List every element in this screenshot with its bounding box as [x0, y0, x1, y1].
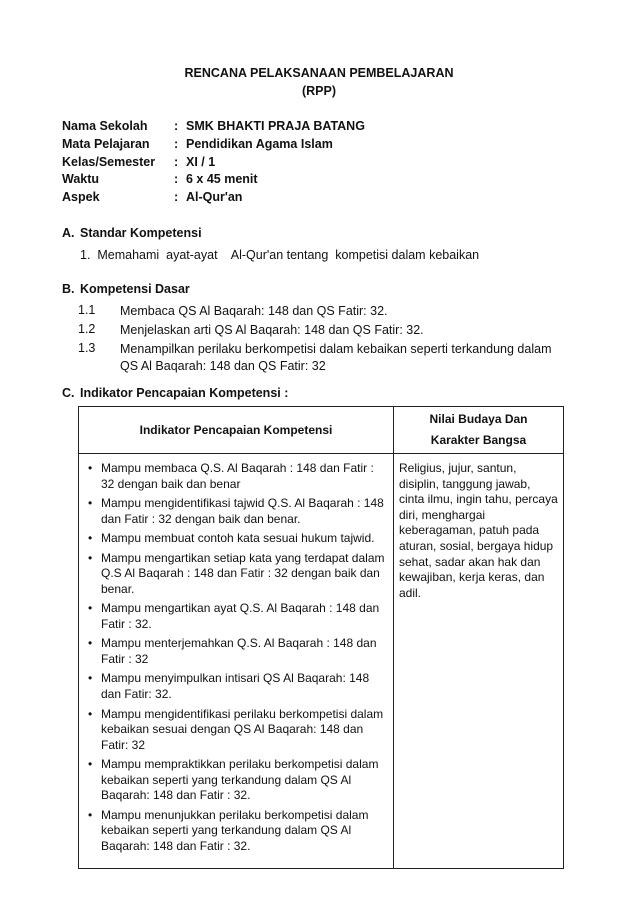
list-item: • Mampu mengartikan ayat Q.S. Al Baqarah : 148 dan Fatir : 32. [88, 601, 388, 632]
item-text: Menampilkan perilaku berkompetisi dalam kebaikan seperti terkandung dalam QS Al Baqarah: 148 dan QS Fatir: 32 [120, 342, 552, 373]
column-header-values [394, 407, 564, 454]
section-b-heading [62, 282, 190, 296]
info-row-class [62, 155, 215, 169]
list-item: • Mampu membuat contoh kata sesuai hukum tajwid. [88, 531, 388, 547]
section-letter: A. [62, 226, 75, 240]
indicator-table [78, 406, 564, 869]
list-item: • Mampu menterjemahkan Q.S. Al Baqarah : 148 dan Fatir : 32 [88, 636, 388, 667]
basic-competence-item [78, 303, 563, 320]
item-number: 1.1 [78, 303, 96, 317]
info-row-aspect [62, 190, 242, 204]
column-header-indicator: Indikator Pencapaian Kompetensi [79, 407, 394, 454]
section-title: Kompetensi Dasar [80, 282, 190, 296]
values-cell [394, 454, 564, 869]
indicator-list [80, 455, 392, 867]
info-label: Nama Sekolah [62, 119, 148, 133]
list-item: • Mampu mengidentifikasi perilaku berkompetisi dalam kebaikan sesuai dengan QS Al Baqarah: 148 dan Fatir: 32 [88, 707, 388, 754]
info-colon: : [174, 137, 179, 151]
standard-competence-item: 1. Memahami ayat-ayat Al-Qur'an tentang kompetisi dalam kebaikan [80, 248, 480, 262]
list-item: • Mampu mempraktikkan perilaku berkompetisi dalam kebaikan seperti yang terkandung dalam QS Al Baqarah: 148 dan Fatir : 32. [88, 757, 388, 804]
section-letter: C. [62, 386, 75, 400]
item-text: Menjelaskan arti QS Al Baqarah: 148 dan QS Fatir: 32. [120, 323, 424, 337]
section-c-heading [62, 386, 288, 400]
table-row [79, 454, 564, 869]
info-value: SMK BHAKTI PRAJA BATANG [186, 119, 365, 133]
info-value: XI / 1 [186, 155, 216, 169]
header-line: Nilai Budaya Dan [429, 412, 528, 426]
list-item: • Mampu membaca Q.S. Al Baqarah : 148 dan Fatir : 32 dengan baik dan benar [88, 461, 388, 492]
info-colon: : [174, 190, 179, 204]
table-header-row [79, 407, 564, 454]
info-value: Al-Qur'an [186, 190, 243, 204]
section-title: Indikator Pencapaian Kompetensi : [80, 386, 289, 400]
section-a-heading [62, 226, 202, 240]
info-colon: : [174, 172, 179, 186]
list-item: • Mampu menunjukkan perilaku berkompetisi dalam kebaikan seperti yang terkandung dalam QS Al Baqarah: 148 dan Fatir : 32. [88, 808, 388, 855]
basic-competence-item [78, 322, 563, 339]
list-item: • Mampu mengartikan setiap kata yang terdapat dalam Q.S Al Baqarah : 148 dan Fatir : 32 dengan baik dan benar. [88, 551, 388, 598]
item-number: 1.3 [78, 341, 96, 355]
section-title: Standar Kompetensi [80, 226, 202, 240]
info-colon: : [174, 155, 179, 169]
info-value: 6 x 45 menit [186, 172, 258, 186]
item-number: 1.2 [78, 322, 96, 336]
character-values-text: Religius, jujur, santun, disiplin, tanggung jawab, cinta ilmu, ingin tahu, percaya diri, menghargai keberagaman, patuh pada aturan, sosial, bergaya hidup sehat, sadar akan hak dan kewajiban, kerja keras, dan adil. [399, 461, 558, 600]
info-colon: : [174, 119, 179, 133]
basic-competence-item [78, 341, 563, 374]
info-label: Mata Pelajaran [62, 137, 150, 151]
header-line: Karakter Bangsa [430, 433, 527, 447]
list-item: • Mampu mengidentifikasi tajwid Q.S. Al Baqarah : 148 dan Fatir : 32 dengan baik dan benar. [88, 496, 388, 527]
section-letter: B. [62, 282, 75, 296]
info-label: Kelas/Semester [62, 155, 156, 169]
info-row-time [62, 172, 258, 186]
document-title: RENCANA PELAKSANAAN PEMBELAJARAN [184, 66, 454, 80]
info-row-school [62, 119, 365, 133]
info-label: Waktu [62, 172, 100, 186]
indicator-cell [79, 454, 394, 869]
list-item: • Mampu menyimpulkan intisari QS Al Baqarah: 148 dan Fatir: 32. [88, 671, 388, 702]
item-text: Membaca QS Al Baqarah: 148 dan QS Fatir: 32. [120, 304, 388, 318]
info-value: Pendidikan Agama Islam [186, 137, 333, 151]
document-subtitle: (RPP) [301, 84, 337, 98]
info-row-subject [62, 137, 333, 151]
info-label: Aspek [62, 190, 100, 204]
